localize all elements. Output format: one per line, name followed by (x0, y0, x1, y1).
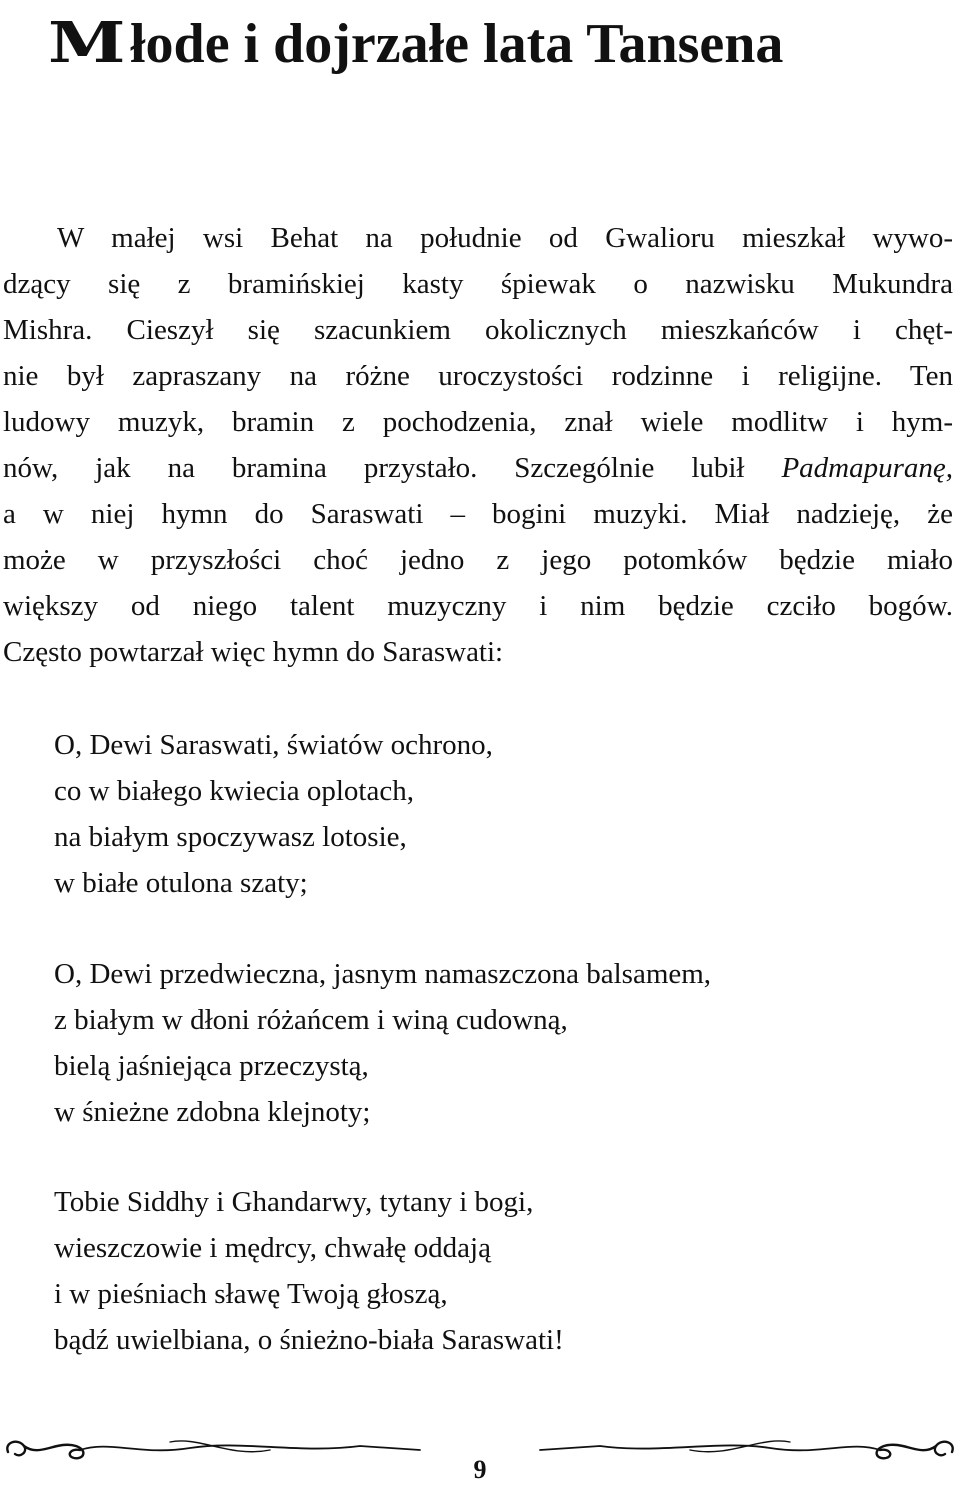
verse-line: O, Dewi przedwieczna, jasnym namaszczona balsamem, (54, 958, 712, 990)
verse-line: z białym w dłoni różańcem i winą cudowną, (54, 1004, 568, 1036)
verse-line: na białym spoczywasz lotosie, (54, 821, 407, 853)
verse-line: bielą jaśniejąca przeczystą, (54, 1050, 369, 1082)
paragraph-text: nów, jak na bramina przystało. Szczególnie lubił (3, 452, 745, 484)
verse-line: w białe otulona szaty; (54, 867, 308, 899)
paragraph-line: Często powtarzał więc hymn do Saraswati: (3, 636, 504, 668)
verse-line: wieszczowie i mędrcy, chwałę oddają (54, 1232, 491, 1264)
verse-line: bądź uwielbiana, o śnieżno-biała Saraswati! (54, 1324, 564, 1356)
verse-line: i w pieśniach sławę Twoją głoszą, (54, 1278, 448, 1310)
paragraph-line: nie był zapraszany na różne uroczystości rodzinne i religijne. Ten (3, 360, 953, 392)
verse-line: Tobie Siddhy i Ghandarwy, tytany i bogi, (54, 1186, 534, 1218)
paragraph-line: większy od niego talent muzyczny i nim będzie czciło bogów. (3, 590, 953, 622)
verse-line: w śnieżne zdobna klejnoty; (54, 1096, 371, 1128)
paragraph-line: dzący się z bramińskiej kasty śpiewak o nazwisku Mukundra (3, 268, 953, 300)
paragraph-line: W małej wsi Behat na południe od Gwalioru mieszkał wywo- (57, 222, 953, 254)
verse-line: O, Dewi Saraswati, światów ochrono, (54, 729, 493, 761)
paragraph-line: ludowy muzyk, bramin z pochodzenia, znał wiele modlitw i hym- (3, 406, 953, 438)
chapter-title (48, 4, 783, 83)
drop-cap-initial: M (48, 10, 123, 76)
page-number: 9 (473, 1455, 487, 1484)
chapter-title-text: łode i dojrzałe lata Tansena (130, 13, 784, 75)
paragraph-line: a w niej hymn do Saraswati – bogini muzyki. Miał nadzieję, że (3, 498, 953, 530)
paragraph-line: Mishra. Cieszył się szacunkiem okolicznych mieszkańców i chęt- (3, 314, 953, 346)
italic-title: Padmapuranę, (781, 452, 954, 484)
paragraph-line-with-italic (3, 445, 953, 491)
paragraph-line: może w przyszłości choć jedno z jego potomków będzie miało (3, 544, 953, 576)
verse-line: co w białego kwiecia oplotach, (54, 775, 414, 807)
